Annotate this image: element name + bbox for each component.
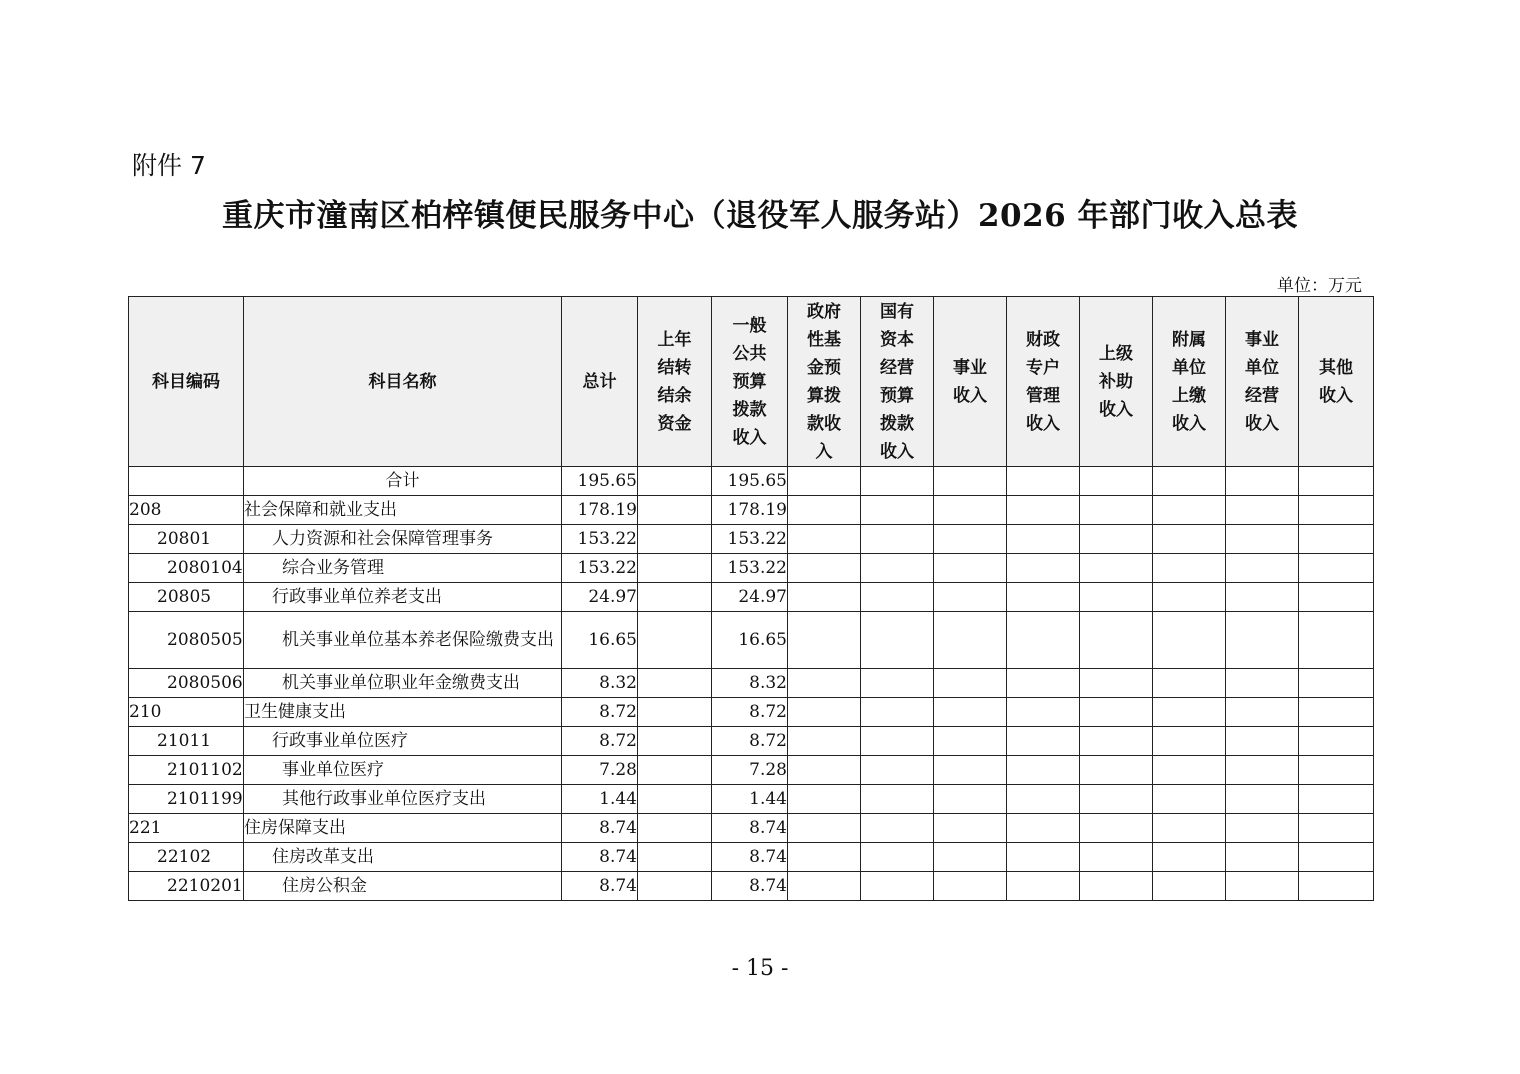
cell-name: 综合业务管理 xyxy=(244,554,562,583)
cell-empty xyxy=(1080,756,1153,785)
cell-empty xyxy=(1153,612,1226,669)
cell-empty xyxy=(861,872,934,901)
cell-empty xyxy=(934,554,1007,583)
cell-name: 其他行政事业单位医疗支出 xyxy=(244,785,562,814)
cell-total: 8.74 xyxy=(562,872,638,901)
cell-prev-balance xyxy=(638,496,712,525)
cell-empty xyxy=(1226,554,1299,583)
cell-empty xyxy=(1080,785,1153,814)
cell-prev-balance xyxy=(638,583,712,612)
cell-empty xyxy=(861,467,934,496)
cell-empty xyxy=(788,698,861,727)
cell-general-budget: 1.44 xyxy=(712,785,788,814)
header-operating-income: 事业单位经营收入 xyxy=(1226,297,1299,467)
cell-empty xyxy=(1299,814,1374,843)
unit-label: 单位：万元 xyxy=(1277,276,1362,296)
income-table xyxy=(128,296,1374,901)
header-other-income: 其他收入 xyxy=(1299,297,1374,467)
cell-total: 1.44 xyxy=(562,785,638,814)
cell-empty xyxy=(1007,727,1080,756)
cell-empty xyxy=(1080,496,1153,525)
cell-empty xyxy=(861,727,934,756)
table-row xyxy=(129,612,1374,669)
cell-empty xyxy=(1080,698,1153,727)
cell-name: 社会保障和就业支出 xyxy=(244,496,562,525)
cell-prev-balance xyxy=(638,727,712,756)
cell-empty xyxy=(934,785,1007,814)
cell-empty xyxy=(861,756,934,785)
cell-empty xyxy=(1299,525,1374,554)
cell-name: 行政事业单位医疗 xyxy=(244,727,562,756)
cell-code: 22102 xyxy=(129,843,244,872)
cell-empty xyxy=(934,872,1007,901)
cell-empty xyxy=(1007,467,1080,496)
cell-empty xyxy=(934,467,1007,496)
table-row xyxy=(129,727,1374,756)
cell-total: 8.32 xyxy=(562,669,638,698)
cell-empty xyxy=(1226,872,1299,901)
cell-empty xyxy=(788,814,861,843)
cell-name: 住房公积金 xyxy=(244,872,562,901)
cell-empty xyxy=(788,785,861,814)
cell-empty xyxy=(1080,583,1153,612)
cell-empty xyxy=(934,525,1007,554)
cell-general-budget: 153.22 xyxy=(712,554,788,583)
cell-general-budget: 8.72 xyxy=(712,727,788,756)
cell-empty xyxy=(934,612,1007,669)
cell-total: 24.97 xyxy=(562,583,638,612)
cell-total: 8.72 xyxy=(562,698,638,727)
cell-total: 178.19 xyxy=(562,496,638,525)
cell-empty xyxy=(1226,496,1299,525)
cell-empty xyxy=(788,612,861,669)
cell-general-budget: 153.22 xyxy=(712,525,788,554)
cell-general-budget: 8.74 xyxy=(712,814,788,843)
cell-empty xyxy=(1007,496,1080,525)
cell-total: 153.22 xyxy=(562,554,638,583)
cell-total: 8.74 xyxy=(562,814,638,843)
cell-prev-balance xyxy=(638,785,712,814)
table-row xyxy=(129,583,1374,612)
header-code: 科目编码 xyxy=(129,297,244,467)
table-row xyxy=(129,554,1374,583)
cell-empty xyxy=(1080,525,1153,554)
cell-empty xyxy=(1226,467,1299,496)
cell-code: 2210201 xyxy=(129,872,244,901)
cell-empty xyxy=(1007,612,1080,669)
cell-empty xyxy=(1299,785,1374,814)
cell-empty xyxy=(1153,698,1226,727)
cell-empty xyxy=(788,467,861,496)
cell-empty xyxy=(1007,583,1080,612)
cell-empty xyxy=(1007,698,1080,727)
cell-empty xyxy=(1080,612,1153,669)
cell-empty xyxy=(1153,525,1226,554)
cell-empty xyxy=(1080,814,1153,843)
cell-empty xyxy=(1299,669,1374,698)
cell-empty xyxy=(861,814,934,843)
cell-code: 2101199 xyxy=(129,785,244,814)
cell-general-budget: 8.74 xyxy=(712,843,788,872)
header-special-account: 财政专户管理收入 xyxy=(1007,297,1080,467)
cell-empty xyxy=(1153,872,1226,901)
cell-empty xyxy=(1299,496,1374,525)
cell-code: 20801 xyxy=(129,525,244,554)
cell-empty xyxy=(934,814,1007,843)
cell-empty xyxy=(1226,583,1299,612)
cell-prev-balance xyxy=(638,843,712,872)
cell-empty xyxy=(1007,872,1080,901)
cell-empty xyxy=(1080,467,1153,496)
cell-prev-balance xyxy=(638,872,712,901)
cell-empty xyxy=(1226,843,1299,872)
cell-name: 卫生健康支出 xyxy=(244,698,562,727)
cell-empty xyxy=(1226,525,1299,554)
page-title: 重庆市潼南区柏梓镇便民服务中心（退役军人服务站）2026 年部门收入总表 xyxy=(221,198,1299,234)
table-row xyxy=(129,525,1374,554)
cell-empty xyxy=(861,612,934,669)
cell-code: 2101102 xyxy=(129,756,244,785)
cell-empty xyxy=(788,669,861,698)
cell-prev-balance xyxy=(638,698,712,727)
cell-empty xyxy=(1080,843,1153,872)
cell-name: 机关事业单位基本养老保险缴费支出 xyxy=(244,612,562,669)
cell-name: 住房保障支出 xyxy=(244,814,562,843)
cell-code: 208 xyxy=(129,496,244,525)
cell-general-budget: 178.19 xyxy=(712,496,788,525)
cell-total: 8.72 xyxy=(562,727,638,756)
cell-code: 2080506 xyxy=(129,669,244,698)
cell-empty xyxy=(1153,785,1226,814)
cell-empty xyxy=(1153,583,1226,612)
header-business-income: 事业收入 xyxy=(934,297,1007,467)
cell-empty xyxy=(934,583,1007,612)
cell-empty xyxy=(788,843,861,872)
cell-empty xyxy=(1299,583,1374,612)
header-affiliated-unit: 附属单位上缴收入 xyxy=(1153,297,1226,467)
cell-empty xyxy=(1153,727,1226,756)
cell-general-budget: 7.28 xyxy=(712,756,788,785)
header-state-capital: 国有资本经营预算拨款收入 xyxy=(861,297,934,467)
cell-prev-balance xyxy=(638,669,712,698)
cell-prev-balance xyxy=(638,814,712,843)
cell-name: 机关事业单位职业年金缴费支出 xyxy=(244,669,562,698)
cell-code: 21011 xyxy=(129,727,244,756)
cell-empty xyxy=(861,554,934,583)
cell-empty xyxy=(861,698,934,727)
cell-empty xyxy=(1153,669,1226,698)
cell-empty xyxy=(1299,612,1374,669)
table-row xyxy=(129,467,1374,496)
cell-empty xyxy=(1007,814,1080,843)
table-row xyxy=(129,698,1374,727)
cell-prev-balance xyxy=(638,525,712,554)
cell-empty xyxy=(1299,554,1374,583)
cell-total: 7.28 xyxy=(562,756,638,785)
cell-empty xyxy=(1226,669,1299,698)
cell-prev-balance xyxy=(638,612,712,669)
cell-empty xyxy=(1153,554,1226,583)
cell-empty xyxy=(861,785,934,814)
cell-empty xyxy=(1153,496,1226,525)
table-row xyxy=(129,496,1374,525)
cell-empty xyxy=(934,496,1007,525)
table-row xyxy=(129,872,1374,901)
cell-empty xyxy=(1007,669,1080,698)
cell-empty xyxy=(1299,872,1374,901)
cell-name: 住房改革支出 xyxy=(244,843,562,872)
cell-empty xyxy=(934,756,1007,785)
cell-empty xyxy=(934,843,1007,872)
cell-empty xyxy=(1226,785,1299,814)
cell-total: 8.74 xyxy=(562,843,638,872)
cell-prev-balance xyxy=(638,467,712,496)
cell-empty xyxy=(1299,698,1374,727)
cell-code: 20805 xyxy=(129,583,244,612)
cell-empty xyxy=(788,554,861,583)
header-superior-subsidy: 上级补助收入 xyxy=(1080,297,1153,467)
header-total: 总计 xyxy=(562,297,638,467)
cell-empty xyxy=(1007,756,1080,785)
header-gov-fund: 政府性基金预算拨款收入 xyxy=(788,297,861,467)
cell-total: 153.22 xyxy=(562,525,638,554)
cell-empty xyxy=(1080,727,1153,756)
cell-empty xyxy=(1080,669,1153,698)
cell-empty xyxy=(1226,698,1299,727)
cell-general-budget: 8.72 xyxy=(712,698,788,727)
table-row xyxy=(129,669,1374,698)
cell-empty xyxy=(1226,756,1299,785)
attachment-label: 附件 7 xyxy=(132,151,206,180)
cell-empty xyxy=(1299,843,1374,872)
page-number: - 15 - xyxy=(731,956,789,981)
cell-empty xyxy=(1299,727,1374,756)
header-prev-balance: 上年结转结余资金 xyxy=(638,297,712,467)
cell-empty xyxy=(861,496,934,525)
cell-prev-balance xyxy=(638,756,712,785)
cell-empty xyxy=(1299,756,1374,785)
cell-empty xyxy=(934,698,1007,727)
cell-empty xyxy=(1007,785,1080,814)
cell-empty xyxy=(1153,467,1226,496)
cell-empty xyxy=(1153,814,1226,843)
cell-empty xyxy=(788,525,861,554)
cell-general-budget: 8.32 xyxy=(712,669,788,698)
cell-code: 2080104 xyxy=(129,554,244,583)
cell-empty xyxy=(1299,467,1374,496)
cell-total: 16.65 xyxy=(562,612,638,669)
cell-empty xyxy=(1007,554,1080,583)
cell-general-budget: 8.74 xyxy=(712,872,788,901)
cell-name: 合计 xyxy=(244,467,562,496)
cell-empty xyxy=(1153,843,1226,872)
cell-general-budget: 195.65 xyxy=(712,467,788,496)
cell-empty xyxy=(788,872,861,901)
header-general-budget: 一般公共预算拨款收入 xyxy=(712,297,788,467)
cell-empty xyxy=(788,496,861,525)
cell-empty xyxy=(1226,727,1299,756)
cell-total: 195.65 xyxy=(562,467,638,496)
cell-name: 人力资源和社会保障管理事务 xyxy=(244,525,562,554)
cell-code: 210 xyxy=(129,698,244,727)
cell-empty xyxy=(1226,612,1299,669)
cell-empty xyxy=(861,669,934,698)
cell-code: 221 xyxy=(129,814,244,843)
cell-empty xyxy=(1226,814,1299,843)
cell-empty xyxy=(788,727,861,756)
cell-general-budget: 16.65 xyxy=(712,612,788,669)
table-row xyxy=(129,785,1374,814)
cell-empty xyxy=(1080,554,1153,583)
cell-empty xyxy=(1153,756,1226,785)
cell-name: 行政事业单位养老支出 xyxy=(244,583,562,612)
cell-name: 事业单位医疗 xyxy=(244,756,562,785)
table-header-row xyxy=(129,297,1374,467)
cell-general-budget: 24.97 xyxy=(712,583,788,612)
cell-empty xyxy=(861,583,934,612)
cell-empty xyxy=(1007,843,1080,872)
cell-code: 2080505 xyxy=(129,612,244,669)
header-name: 科目名称 xyxy=(244,297,562,467)
cell-empty xyxy=(861,525,934,554)
cell-prev-balance xyxy=(638,554,712,583)
cell-empty xyxy=(1007,525,1080,554)
table-row xyxy=(129,756,1374,785)
cell-code xyxy=(129,467,244,496)
table-row xyxy=(129,814,1374,843)
cell-empty xyxy=(934,669,1007,698)
cell-empty xyxy=(861,843,934,872)
cell-empty xyxy=(788,756,861,785)
cell-empty xyxy=(934,727,1007,756)
table-row xyxy=(129,843,1374,872)
cell-empty xyxy=(1080,872,1153,901)
cell-empty xyxy=(788,583,861,612)
